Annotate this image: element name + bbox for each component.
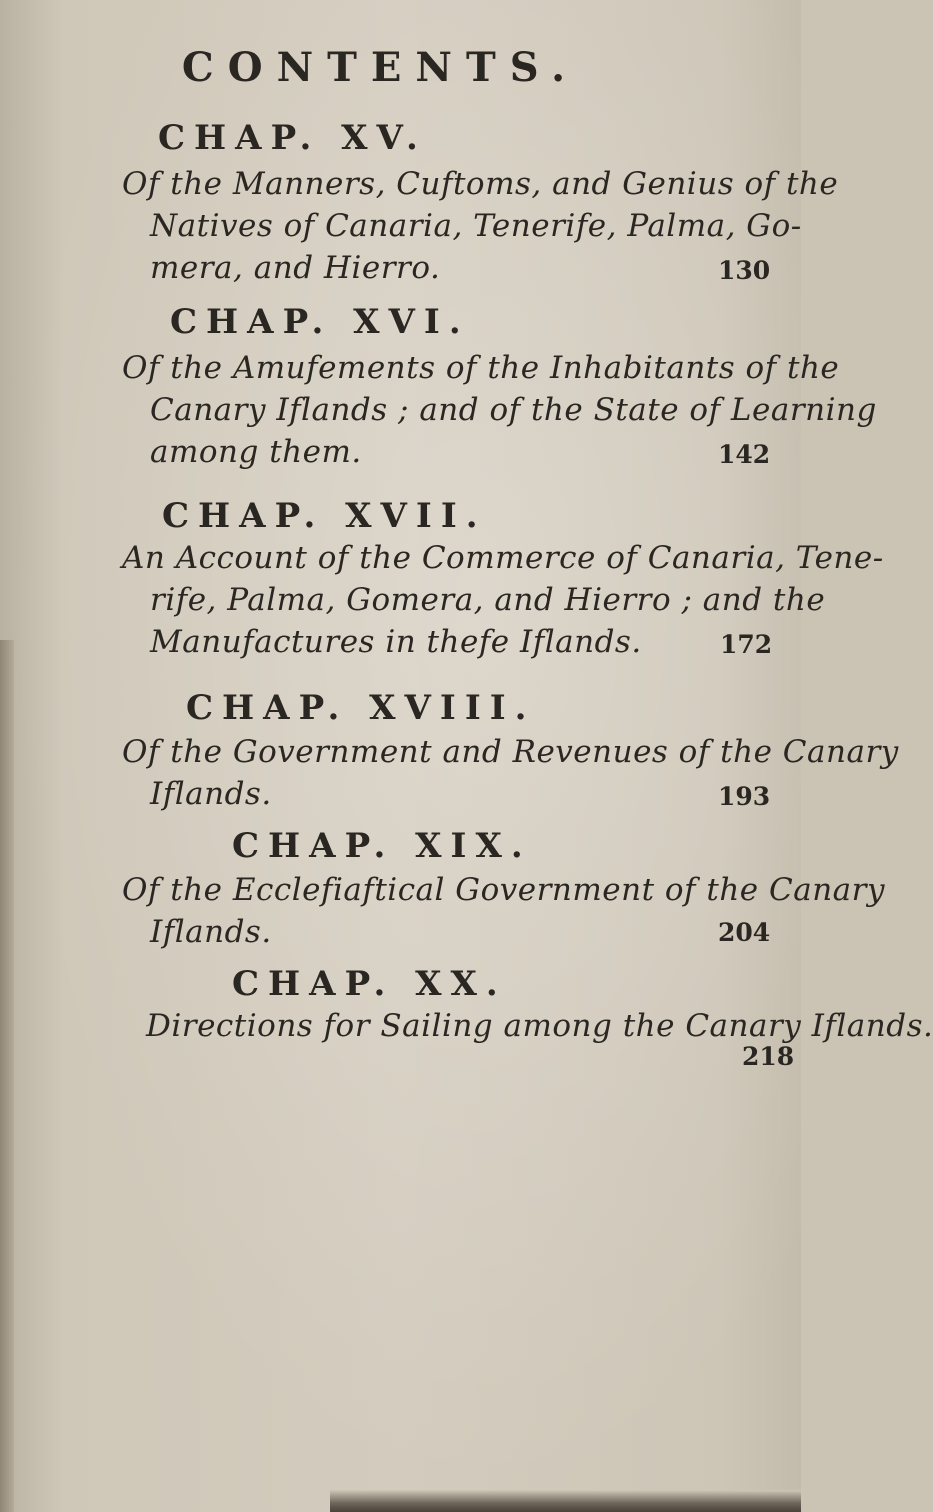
chapter-heading: CHAP. XVII. <box>162 496 487 536</box>
chapter-title-line: Of the Ecclefiaftical Government of the Canary <box>122 872 885 908</box>
chapter-heading: CHAP. XVI. <box>170 302 470 342</box>
chapter-title-line: Of the Amufements of the Inhabitants of the <box>122 350 840 386</box>
chapter-title-line: Of the Government and Revenues of the Canary <box>122 734 899 770</box>
chapter-heading: CHAP. XVIII. <box>186 688 536 728</box>
chapter-title-line: Canary Iflands ; and of the State of Learning <box>150 392 877 428</box>
page-number: 142 <box>718 440 771 469</box>
chapter-title-line: Directions for Sailing among the Canary Iflands. <box>146 1008 933 1044</box>
chapter-title-line: An Account of the Commerce of Canaria, Tene- <box>122 540 884 576</box>
chapter-heading: CHAP. XX. <box>232 964 507 1004</box>
chapter-title-line: among them. <box>150 434 362 470</box>
page-number: 193 <box>718 782 771 811</box>
chapter-heading: CHAP. XV. <box>158 118 427 158</box>
chapter-title-line: Manufactures in thefe Iflands. <box>150 624 642 660</box>
chapter-title-line: Natives of Canaria, Tenerife, Palma, Go- <box>150 208 802 244</box>
page-number: 204 <box>718 918 771 947</box>
chapter-title-line: Iflands. <box>150 914 272 950</box>
page-number: 218 <box>742 1042 795 1071</box>
contents-title: CONTENTS. <box>181 44 580 91</box>
chapter-title-line: Of the Manners, Cuftoms, and Genius of the <box>122 166 839 202</box>
page-number: 172 <box>720 630 773 659</box>
chapter-title-line: Iflands. <box>150 776 272 812</box>
chapter-heading: CHAP. XIX. <box>232 826 532 866</box>
page-edge-left <box>0 640 14 1512</box>
page-edge-bottom <box>330 1490 801 1512</box>
page-number: 130 <box>718 256 771 285</box>
chapter-title-line: rife, Palma, Gomera, and Hierro ; and the <box>150 582 826 618</box>
chapter-title-line: mera, and Hierro. <box>150 250 441 286</box>
